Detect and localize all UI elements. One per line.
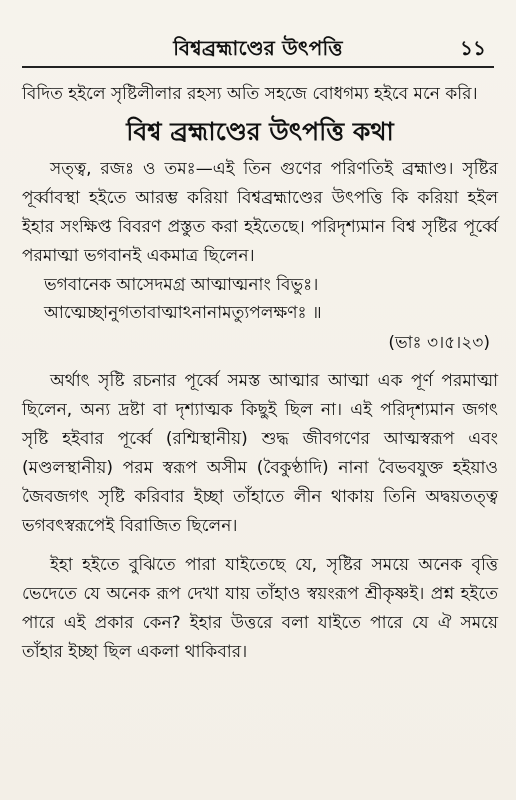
paragraph-2: অর্থাৎ সৃষ্টি রচনার পূর্ব্বে সমস্ত আত্মার আত্মা এক পূর্ণ পরমাত্মা ছিলেন, অন্য দ্রষ্টা বা দৃশ্যাত্মক কিছুই ছিল না। এই পরিদৃশ্যমান জগৎ সৃষ্টি হইবার পূর্ব্বে (রশ্মিস্থানীয়) শুদ্ধ জীবগণের আত্মস্বরূপ এবং (মণ্ডলস্থানীয়) পরম স্বরূপ অসীম (বৈকুণ্ঠাদি) নানা বৈভবযুক্ত হইয়াও জৈবজগৎ সৃষ্টি করিবার ইচ্ছা তাঁহাতে লীন থাকায় তিনি অদ্বয়তত্ত্ব ভগবৎস্বরূপেই বিরাজিত ছিলেন। bbox=[22, 371, 498, 536]
header-rule bbox=[22, 66, 494, 68]
verse-line-2: আত্মেচ্ছানুগতাবাত্মাঽনানামত্যুপলক্ষণঃ ॥ bbox=[44, 303, 322, 323]
verse-block bbox=[44, 271, 498, 327]
verse-line-1: ভগবানেক আসেদমগ্র আত্মাত্মনাং বিভুঃ। bbox=[44, 275, 319, 295]
section-title: বিশ্ব ব্রহ্মাণ্ডের উৎপত্তি কথা bbox=[126, 117, 394, 146]
intro-text: বিদিত হইলে সৃষ্টিলীলার রহস্য অতি সহজে বোধগম্য হইবে মনে করি। bbox=[22, 84, 478, 104]
verse-reference: (ভাঃ ৩।৫।২৩) bbox=[388, 333, 490, 353]
page-header bbox=[22, 34, 494, 66]
page-number: ১১ bbox=[460, 36, 486, 60]
paragraph-gap bbox=[22, 541, 498, 551]
paragraph-1: সত্ত্ব, রজঃ ও তমঃ—এই তিন গুণের পরিণতিই ব্রহ্মাণ্ড। সৃষ্টির পূর্ব্বাবস্থা হইতে আরম্ভ করিয়া বিশ্বব্রহ্মাণ্ডের উৎপত্তি কি করিয়া হইল ইহার সংক্ষিপ্ত বিবরণ প্রস্তুত করা হইতেছে। পরিদৃশ্যমান বিশ্ব সৃষ্টির পূর্ব্বে পরমাত্মা ভগবানই একমাত্র ছিলেন। bbox=[22, 159, 498, 266]
page-content bbox=[22, 80, 498, 667]
running-title: বিশ্বব্রহ্মাণ্ডের উৎপত্তি bbox=[173, 36, 343, 60]
paragraph-3: ইহা হইতে বুঝিতে পারা যাইতেছে যে, সৃষ্টির সময়ে অনেক বৃত্তি ভেদেতে যে অনেক রূপ দেখা যায় তাঁহাও স্বয়ংরূপ শ্রীকৃষ্ণই। প্রশ্ন হইতে পারে এই প্রকার কেন? ইহার উত্তরে বলা যাইতে পারে যে ঐ সময়ে তাঁহার ইচ্ছা ছিল একলা থাকিবার। bbox=[22, 555, 498, 662]
paragraph-gap bbox=[22, 357, 498, 367]
